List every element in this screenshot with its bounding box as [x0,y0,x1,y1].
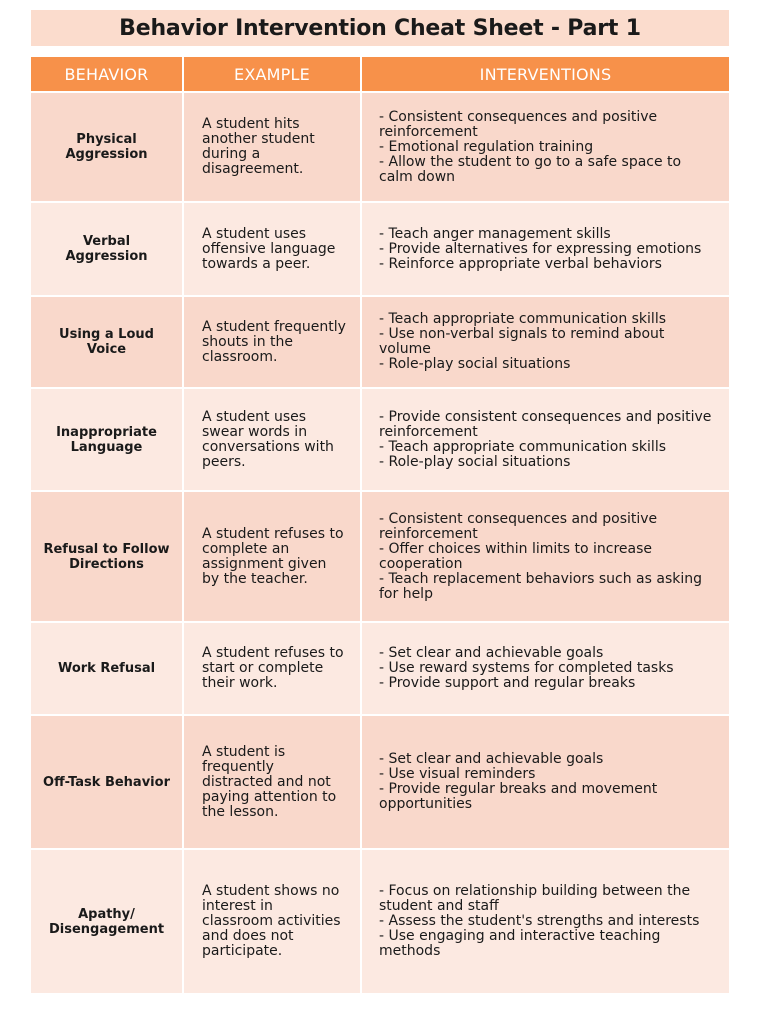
table-row [31,91,729,201]
cheat-sheet-table [31,57,729,993]
intervention-item: - Set clear and achievable goals [379,751,604,767]
behavior-label: Apathy/ Disengagement [48,906,165,937]
intervention-item: - Provide regular breaks and movement opportunities [379,781,658,812]
example-cell [184,714,362,848]
behavior-label: Verbal Aggression [65,234,148,264]
intervention-item: - Provide consistent consequences and positive reinforcement [379,408,712,440]
example-text: A student shows no interest in classroom activities and does not participate. [202,883,341,959]
intervention-item: - Allow the student to go to a safe space to calm down [379,153,682,185]
table-row [31,387,729,490]
interventions-cell [362,387,729,490]
behavior-cell [31,848,184,993]
table-row [31,295,729,387]
table-row [31,714,729,848]
behavior-cell [31,295,184,387]
intervention-item: - Assess the student's strengths and interests [379,913,700,929]
behavior-cell [31,621,184,714]
intervention-item: - Consistent consequences and positive reinforcement [379,108,658,140]
behavior-cell [31,490,184,621]
behavior-cell [31,201,184,295]
intervention-item: - Teach appropriate communication skills [379,311,666,327]
behavior-cell [31,91,184,201]
intervention-item: - Use visual reminders [379,766,536,782]
behavior-label: Off-Task Behavior [43,774,170,790]
example-text: A student uses swear words in conversations with peers. [202,408,334,470]
example-text: A student uses offensive language towards a peer. [202,225,336,272]
interventions-cell [362,201,729,295]
column-header-example: EXAMPLE [184,57,362,91]
behavior-label: Physical Aggression [65,132,148,162]
intervention-item: - Use non-verbal signals to remind about volume [379,326,665,357]
example-text: A student frequently shouts in the classroom. [202,318,346,365]
example-text: A student refuses to complete an assignment given by the teacher. [202,525,344,587]
table-header-row [31,57,729,91]
example-cell [184,91,362,201]
example-text: A student refuses to start or complete their work. [202,645,344,691]
table-row [31,201,729,295]
interventions-cell [362,714,729,848]
behavior-label: Using a Loud Voice [59,327,154,357]
intervention-item: - Teach anger management skills [379,225,611,242]
intervention-item: - Offer choices within limits to increase cooperation [379,540,653,572]
example-cell [184,201,362,295]
example-cell [184,295,362,387]
table-row [31,490,729,621]
behavior-label: Inappropriate Language [56,424,157,455]
example-cell [184,387,362,490]
intervention-item: - Teach appropriate communication skills [379,438,666,455]
example-text: A student is frequently distracted and not paying attention to the lesson. [202,743,337,820]
intervention-item: - Set clear and achievable goals [379,645,604,661]
example-text: A student hits another student during a disagreement. [202,116,315,177]
intervention-item: - Provide support and regular breaks [379,675,636,691]
table-row [31,848,729,993]
example-cell [184,621,362,714]
interventions-cell [362,621,729,714]
interventions-cell [362,848,729,993]
intervention-item: - Focus on relationship building between the student and staff [379,883,691,914]
example-cell [184,848,362,993]
behavior-cell [31,387,184,490]
behavior-cell [31,714,184,848]
page-title: Behavior Intervention Cheat Sheet - Part 1 [119,15,641,41]
title-banner [31,10,729,46]
behavior-label: Work Refusal [57,661,156,676]
intervention-item: - Consistent consequences and positive reinforcement [379,510,658,542]
intervention-item: - Teach replacement behaviors such as asking for help [379,570,703,602]
interventions-cell [362,490,729,621]
example-cell [184,490,362,621]
intervention-item: - Role-play social situations [379,453,571,470]
intervention-item: - Role-play social situations [379,356,571,372]
intervention-item: - Emotional regulation training [379,138,594,155]
intervention-item: - Use reward systems for completed tasks [379,660,674,676]
intervention-item: - Reinforce appropriate verbal behaviors [379,255,662,272]
behavior-label: Refusal to Follow Directions [43,541,170,572]
table-row [31,621,729,714]
intervention-item: - Provide alternatives for expressing emotions [379,240,702,257]
interventions-cell [362,295,729,387]
column-header-interventions: INTERVENTIONS [362,57,729,91]
column-header-behavior: BEHAVIOR [31,57,184,91]
interventions-cell [362,91,729,201]
intervention-item: - Use engaging and interactive teaching methods [379,928,661,959]
